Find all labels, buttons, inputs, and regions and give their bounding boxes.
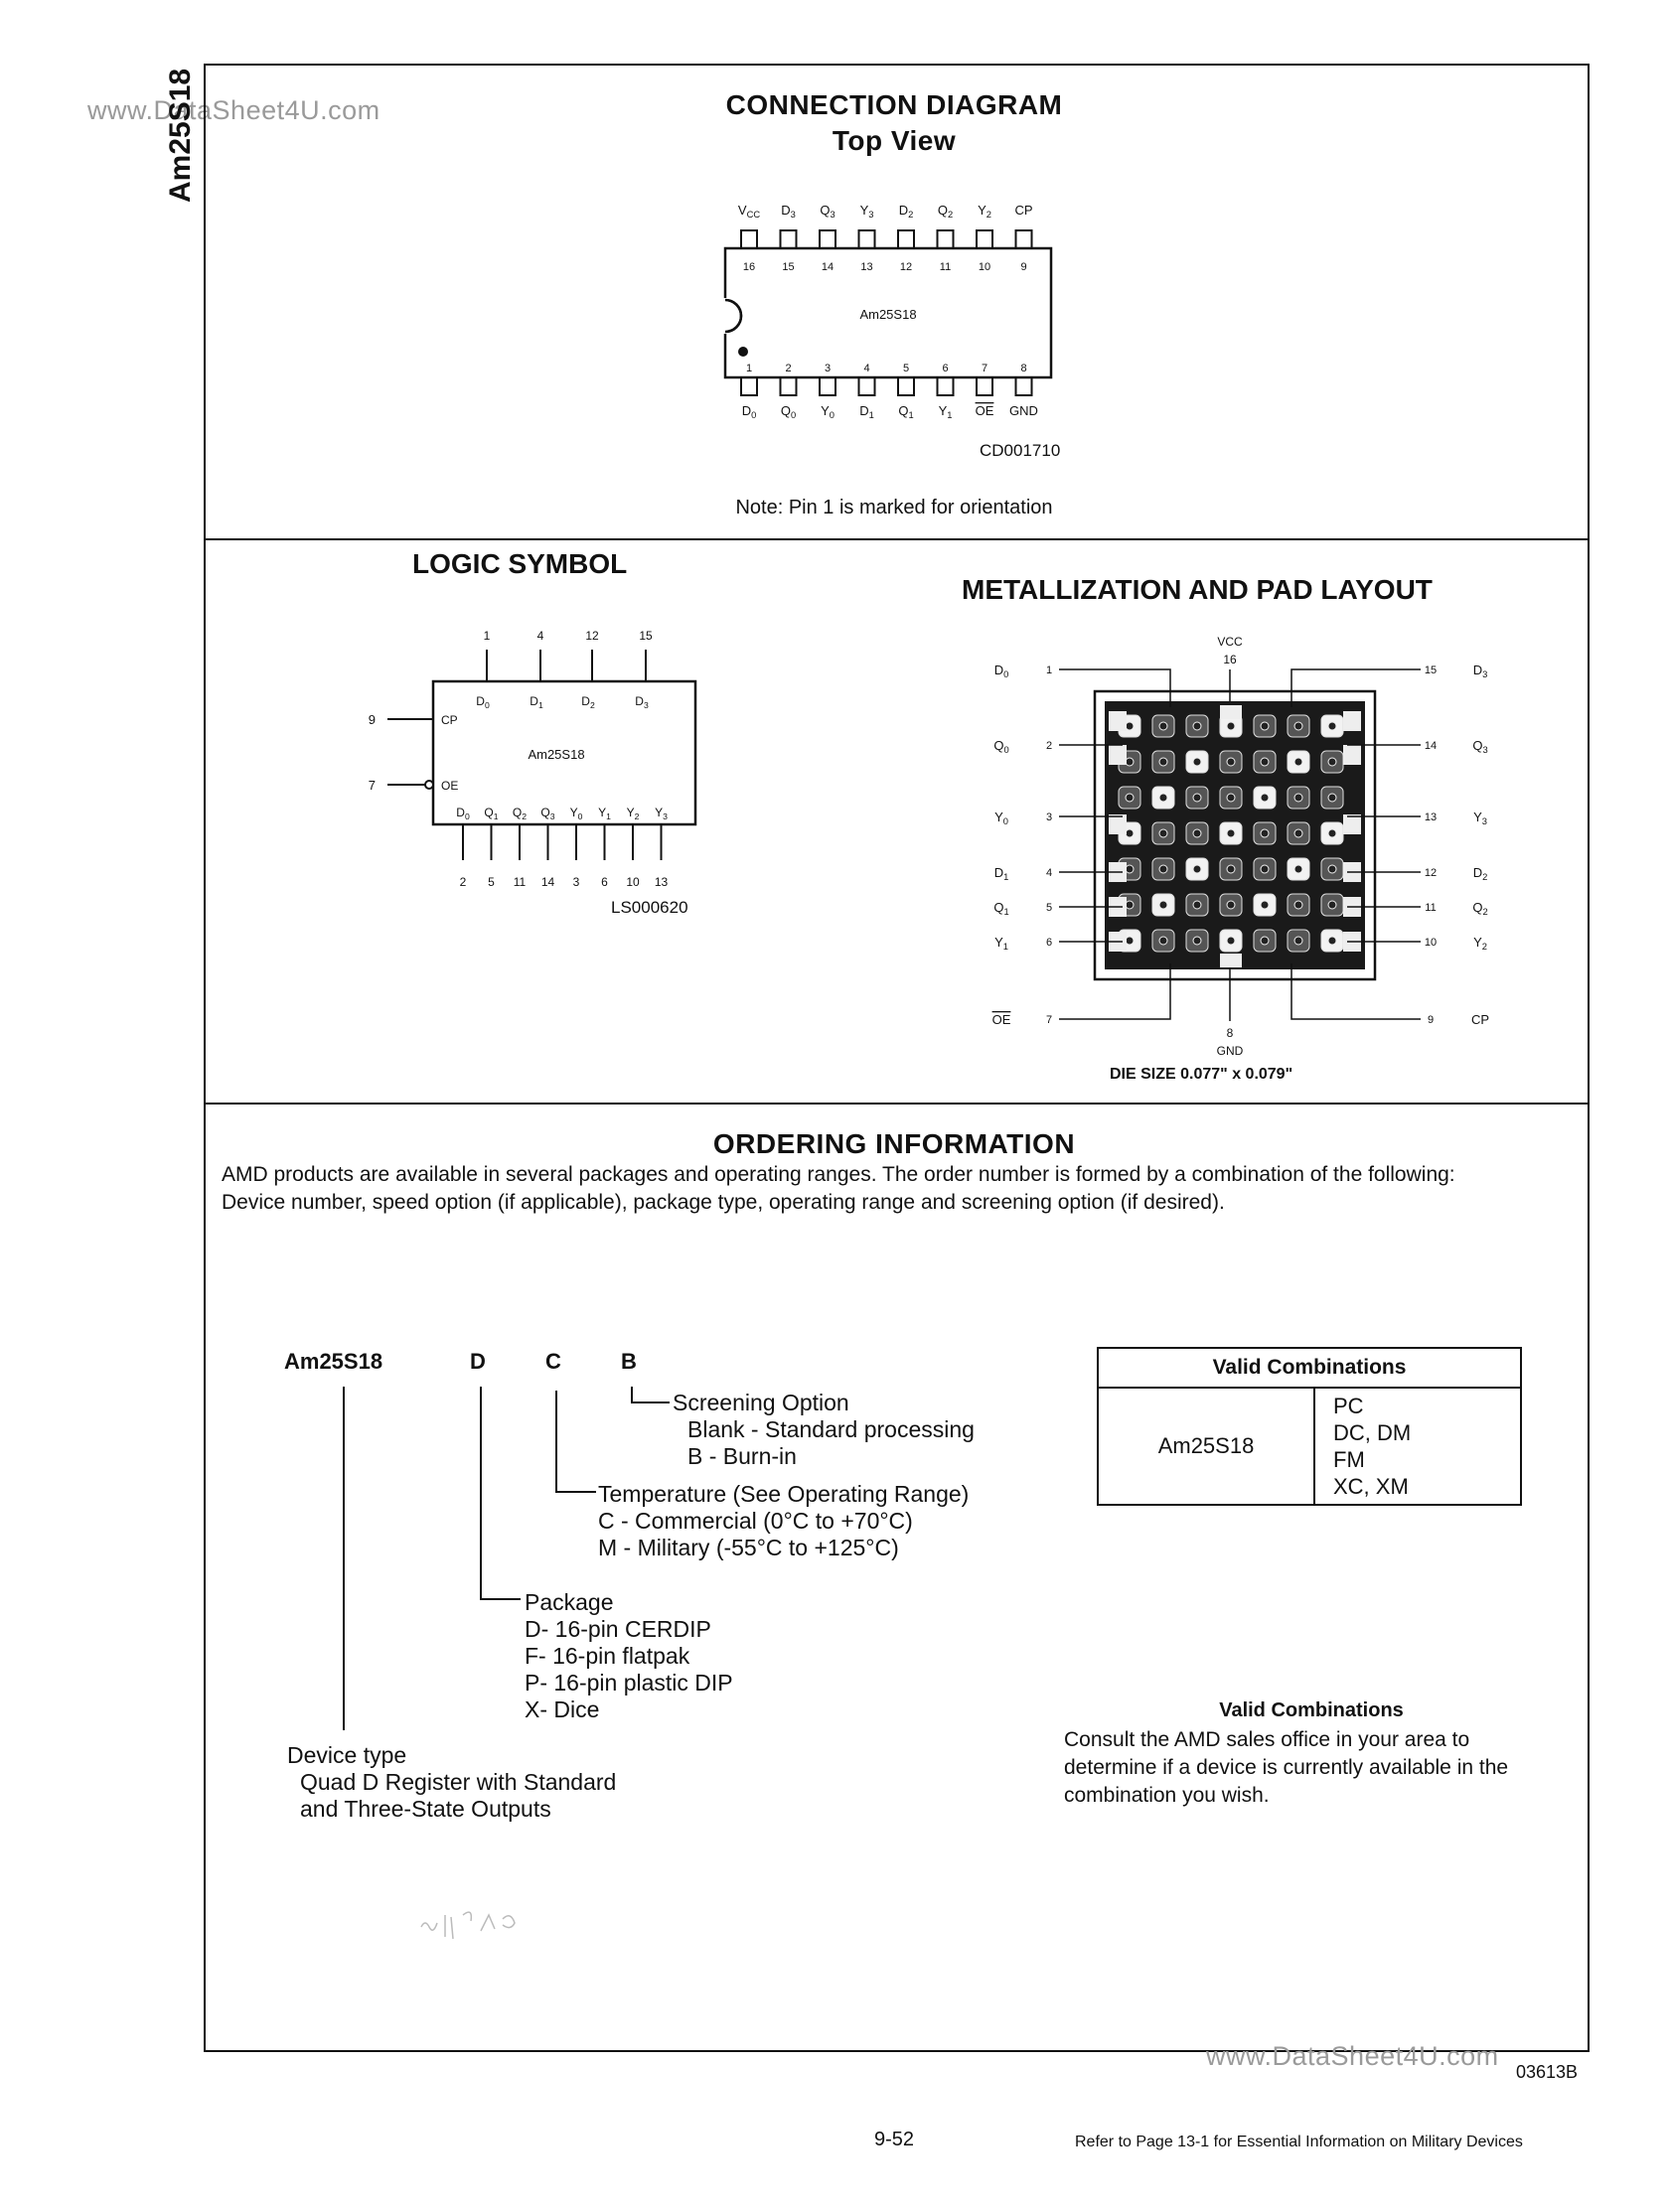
ls-bottom-pin-num-2: 11 — [513, 875, 527, 889]
metallization-diagram — [984, 626, 1500, 1063]
dip-pin-3-label: $Y_0$ — [821, 403, 834, 420]
ls-output-7: $Y_3$ — [655, 806, 668, 821]
order-code-package: D — [470, 1349, 486, 1374]
ls-bottom-pin-num-4: 3 — [572, 875, 580, 889]
dip-pin-3 — [820, 377, 835, 395]
metal-left-pin-7-number: 7 — [1045, 1014, 1053, 1026]
order-tree-lines — [298, 1381, 695, 1758]
dip-pin-11 — [938, 230, 954, 248]
die-size: DIE SIZE 0.077" x 0.079" — [1110, 1066, 1293, 1083]
dip-pin-11-number: 11 — [939, 261, 952, 273]
dip-pin-9-label: CP — [1014, 203, 1033, 218]
dip-pin-4 — [859, 377, 875, 395]
dip-pin-9 — [1016, 230, 1032, 248]
metal-top-label: VCC — [1217, 635, 1243, 649]
dip-pin-4-label: $D_1$ — [859, 403, 874, 420]
ls-bottom-pin-num-0: 2 — [459, 875, 467, 889]
temperature-title: Temperature (See Operating Range) — [598, 1481, 970, 1507]
temperature-line2: M - Military (-55°C to +125°C) — [598, 1535, 899, 1560]
ls-left-pin-name-oe: OE — [441, 779, 459, 793]
valid-combo-1: PC — [1333, 1394, 1364, 1418]
dip-pin-6-label: $Y_1$ — [938, 403, 953, 420]
metal-left-pin-6-name: $Y_1$ — [994, 935, 1008, 952]
device-type-line2: and Three-State Outputs — [300, 1796, 551, 1822]
ls-bottom-pin-num-5: 6 — [601, 875, 608, 889]
ls-bottom-pin-num-6: 10 — [626, 875, 640, 889]
oe-inversion-bubble — [425, 781, 433, 789]
valid-note-line3: combination you wish. — [1064, 1784, 1270, 1807]
screening-line2: B - Burn-in — [687, 1443, 797, 1469]
ls-chip-label: Am25S18 — [528, 747, 585, 762]
dip-pin-3-number: 3 — [824, 363, 832, 374]
dip-pin-1-label: $D_0$ — [741, 403, 757, 420]
metal-left-pin-3-number: 3 — [1045, 811, 1053, 823]
section-divider-1 — [204, 538, 1590, 540]
order-code-screening: B — [621, 1349, 637, 1374]
metal-right-pin-10-name: $Y_2$ — [1473, 935, 1487, 952]
dip-pin-13-label: $Y_3$ — [859, 203, 874, 220]
dip-pin-16-label: $V_{CC}$ — [737, 203, 761, 220]
metal-left-pin-4-name: $D_1$ — [993, 865, 1009, 882]
dip-pin-14 — [820, 230, 835, 248]
dip-pin-6 — [938, 377, 954, 395]
dip-pin-6-number: 6 — [942, 363, 949, 374]
ls-bottom-pin-num-7: 13 — [654, 875, 669, 889]
metal-right-pin-12-name: $D_2$ — [1472, 865, 1488, 882]
dip-pin-11-label: $Q_2$ — [937, 203, 954, 220]
ls-output-1: $Q_1$ — [484, 806, 499, 821]
ls-input-D1: $D_1$ — [530, 694, 543, 710]
metal-right-pin-14-number: 14 — [1424, 740, 1438, 752]
metal-bottom-num: 8 — [1226, 1026, 1234, 1040]
ls-top-pin-num-4: 4 — [536, 629, 544, 643]
dip-pin-1 — [741, 377, 757, 395]
ordering-intro-line1: AMD products are available in several packages and operating ranges. The order number is formed by a combination of the following: — [222, 1163, 1455, 1186]
dip-pin-2 — [781, 377, 797, 395]
dip-pin-4-number: 4 — [863, 363, 870, 374]
dip-pin-10 — [977, 230, 992, 248]
metal-left-pin-3-name: $Y_0$ — [994, 810, 1008, 826]
metal-right-pin-14-name: $Q_3$ — [1472, 738, 1488, 755]
valid-combo-2: DC, DM — [1333, 1420, 1412, 1445]
dip-pin-12-number: 12 — [899, 261, 913, 273]
metal-left-pin-4-number: 4 — [1045, 867, 1053, 879]
logic-symbol-code: LS000620 — [611, 898, 688, 917]
dip-pin-15 — [781, 230, 797, 248]
ls-input-D0: $D_0$ — [476, 694, 490, 710]
dip-pin-5-label: $Q_1$ — [898, 403, 914, 420]
metal-right-pin-15-name: $D_3$ — [1472, 663, 1488, 679]
ls-bottom-pin-num-3: 14 — [540, 875, 555, 889]
ls-output-2: $Q_2$ — [512, 806, 528, 821]
ls-left-pin-num-cp: 9 — [368, 712, 376, 727]
device-type-title: Device type — [287, 1742, 407, 1768]
dip-pin-7-number: 7 — [981, 363, 988, 374]
dip-pin-8-number: 8 — [1020, 363, 1027, 374]
ls-output-0: $D_0$ — [456, 806, 470, 821]
valid-note-title: Valid Combinations — [1219, 1699, 1404, 1721]
screening-title: Screening Option — [673, 1390, 849, 1415]
order-code-temperature: C — [545, 1349, 561, 1374]
dip-pin-5 — [898, 377, 914, 395]
metal-right-pin-11-number: 11 — [1425, 902, 1437, 914]
pin1-marker — [738, 347, 748, 357]
valid-table-part: Am25S18 — [1098, 1388, 1314, 1505]
page-number: 9-52 — [874, 2129, 915, 2150]
dip-pin-14-label: $Q_3$ — [820, 203, 835, 220]
connection-diagram-subtitle: Top View — [832, 125, 957, 156]
metallization-title: METALLIZATION AND PAD LAYOUT — [962, 574, 1433, 605]
connection-diagram-title: CONNECTION DIAGRAM — [725, 89, 1063, 120]
valid-note-line1: Consult the AMD sales office in your area to — [1064, 1728, 1470, 1751]
connection-diagram-code: CD001710 — [980, 441, 1061, 460]
package-line2: F- 16-pin flatpak — [525, 1643, 690, 1669]
metal-left-pin-5-name: $Q_1$ — [993, 900, 1009, 917]
valid-combo-3: FM — [1333, 1447, 1365, 1472]
valid-note-line2: determine if a device is currently available in the — [1064, 1756, 1509, 1779]
ls-left-pin-num-oe: 7 — [368, 778, 376, 793]
metal-right-pin-13-name: $Y_3$ — [1473, 810, 1487, 826]
side-title: Am25S18 — [164, 68, 197, 203]
package-line3: P- 16-pin plastic DIP — [525, 1670, 733, 1696]
dip-pin-10-number: 10 — [978, 261, 991, 273]
ls-output-3: $Q_3$ — [540, 806, 555, 821]
section-divider-2 — [204, 1103, 1590, 1105]
valid-combo-4: XC, XM — [1333, 1474, 1409, 1499]
dip-pin-7-label: OE — [975, 403, 994, 418]
ordering-intro-line2: Device number, speed option (if applicable), package type, operating range and screening option (if desired). — [222, 1191, 1225, 1214]
metal-right-pin-15-number: 15 — [1424, 664, 1438, 676]
dip-chip-label: Am25S18 — [859, 307, 917, 322]
ls-top-pin-num-15: 15 — [639, 629, 653, 643]
ls-input-D2: $D_2$ — [581, 694, 595, 710]
dip-pin-16 — [741, 230, 757, 248]
dip-pin-8-label: GND — [1009, 403, 1038, 418]
metal-top-num: 16 — [1223, 653, 1237, 666]
dip-pin-15-label: $D_3$ — [781, 203, 796, 220]
dip-pin-15-number: 15 — [782, 261, 795, 273]
dip-pin-16-number: 16 — [742, 261, 756, 273]
watermark-bottom: www.DataSheet4U.com — [1206, 2041, 1499, 2071]
watermark-top: www.DataSheet4U.com — [87, 95, 380, 125]
screening-line1: Blank - Standard processing — [687, 1416, 975, 1442]
handwritten-mark — [415, 1897, 534, 1947]
order-part-number: Am25S18 — [284, 1349, 383, 1374]
metal-left-pin-7-name: OE — [991, 1012, 1011, 1027]
dip-pin-8 — [1016, 377, 1032, 395]
ls-top-pin-num-1: 1 — [483, 629, 491, 643]
metal-right-pin-9-number: 9 — [1427, 1014, 1435, 1026]
ls-bottom-pin-num-1: 5 — [488, 875, 495, 889]
dip-pin-10-label: $Y_2$ — [978, 203, 991, 220]
metal-left-pin-2-name: $Q_0$ — [993, 738, 1009, 755]
metal-left-pin-1-number: 1 — [1045, 664, 1053, 676]
ls-output-5: $Y_1$ — [598, 806, 611, 821]
ls-top-pin-num-12: 12 — [585, 629, 599, 643]
doc-code: 03613B — [1516, 2062, 1579, 2082]
ls-left-pin-name-cp: CP — [441, 713, 458, 727]
metal-right-pin-10-number: 10 — [1424, 937, 1438, 949]
connection-diagram-note: Note: Pin 1 is marked for orientation — [735, 497, 1053, 518]
dip-pin-9-number: 9 — [1020, 261, 1027, 273]
dip-pin-1-number: 1 — [745, 363, 753, 374]
dip-pin-13 — [859, 230, 875, 248]
ordering-title: ORDERING INFORMATION — [712, 1128, 1076, 1159]
ls-input-D3: $D_3$ — [635, 694, 649, 710]
military-reference: Refer to Page 13-1 for Essential Information on Military Devices — [1075, 2134, 1523, 2150]
metal-bottom-label: GND — [1216, 1044, 1244, 1058]
dip-pin-5-number: 5 — [902, 363, 910, 374]
metal-left-pin-1-name: $D_0$ — [993, 663, 1009, 679]
dip-pin-12 — [898, 230, 914, 248]
package-title: Package — [525, 1589, 614, 1615]
metal-right-pin-11-name: $Q_2$ — [1472, 900, 1488, 917]
dip-pin-13-number: 13 — [860, 261, 873, 273]
dip-pin-12-label: $D_2$ — [898, 203, 914, 220]
metal-left-pin-6-number: 6 — [1045, 937, 1053, 949]
package-line4: X- Dice — [525, 1696, 600, 1722]
logic-symbol-diagram — [358, 616, 755, 914]
metal-right-pin-12-number: 12 — [1424, 867, 1438, 879]
valid-table-combos — [1314, 1388, 1521, 1505]
logic-symbol-title: LOGIC SYMBOL — [412, 548, 628, 579]
metal-left-pin-2-number: 2 — [1045, 740, 1053, 752]
valid-combinations-table — [1097, 1347, 1522, 1506]
ls-output-6: $Y_2$ — [626, 806, 640, 821]
metal-left-pin-5-number: 5 — [1045, 902, 1053, 914]
dip-pin-2-number: 2 — [785, 363, 792, 374]
dip-pin-14-number: 14 — [821, 261, 834, 273]
temperature-line1: C - Commercial (0°C to +70°C) — [598, 1508, 913, 1534]
dip-notch — [725, 300, 741, 332]
dip-pin-7 — [977, 377, 992, 395]
ls-output-4: $Y_0$ — [569, 806, 583, 821]
package-line1: D- 16-pin CERDIP — [525, 1616, 711, 1642]
dip-pin-2-label: $Q_0$ — [780, 403, 797, 420]
valid-table-header: Valid Combinations — [1098, 1348, 1521, 1388]
metal-right-pin-9-name: CP — [1470, 1012, 1490, 1027]
device-type-line1: Quad D Register with Standard — [300, 1769, 617, 1795]
metal-right-pin-13-number: 13 — [1424, 811, 1438, 823]
